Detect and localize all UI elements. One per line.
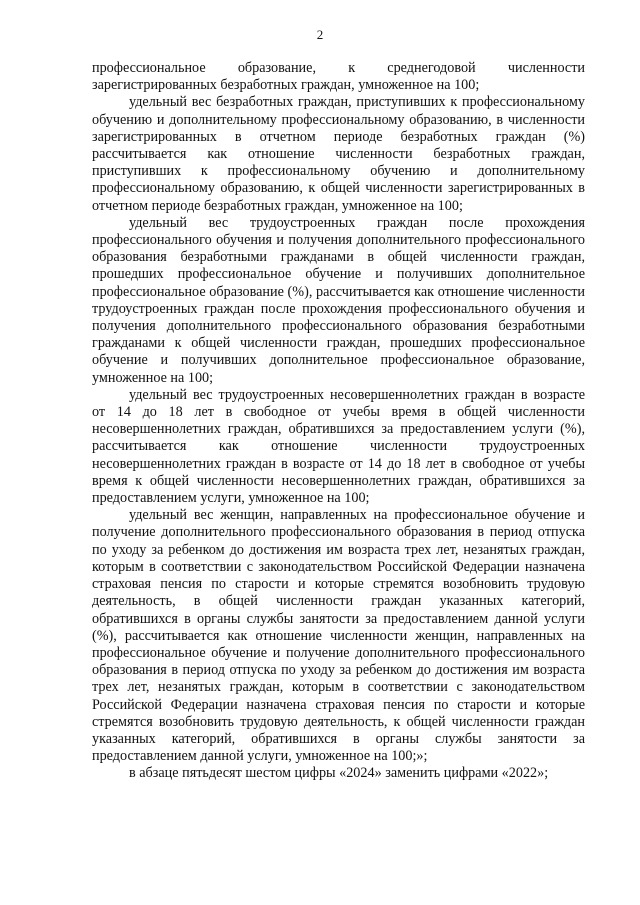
page-number: 2 [316, 27, 324, 42]
paragraph-2: удельный вес безработных граждан, приступивших к профессиональному обучению и дополнительному профессиональному образованию, в численности зарегистрированных в отчетном периоде безработных граждан (%) рассчитывается как отношение численности безработных граждан, приступивших к профессиональному обучению и дополнительному профессиональному образованию, к общей численности зарегистрированных в отчетном периоде безработных граждан, умноженное на 100; [92, 94, 585, 214]
paragraph-3: удельный вес трудоустроенных граждан после прохождения профессионального обучения и получения дополнительного профессионального образования безработными гражданами в общей численности граждан, прошедших профессиональное обучение и получивших дополнительное профессиональное образование (%), рассчитывается как отношение численности трудоустроенных граждан после прохождения профессионального обучения и получения дополнительного профессионального образования безработными гражданами к общей численности граждан, прошедших профессиональное обучение и получивших дополнительное профессиональное образование, умноженное на 100; [92, 214, 585, 386]
document-body [92, 60, 585, 783]
paragraph-4: удельный вес трудоустроенных несовершеннолетних граждан в возрасте от 14 до 18 лет в свободное от учебы время в общей численности несовершеннолетних граждан, обратившихся за предоставлением услуги (%), рассчитывается как отношение численности трудоустроенных несовершеннолетних граждан в возрасте от 14 до 18 лет в свободное от учебы время к общей численности несовершеннолетних граждан, обратившихся за предоставлением услуги, умноженное на 100; [92, 386, 585, 507]
paragraph-6: в абзаце пятьдесят шестом цифры «2024» заменить цифрами «2022»; [129, 765, 549, 782]
paragraph-1: профессиональное образование, к среднегодовой численности зарегистрированных безработных граждан, умноженное на 100; [92, 60, 585, 94]
paragraph-5: удельный вес женщин, направленных на профессиональное обучение и получение дополнительного профессионального образования в период отпуска по уходу за ребенком до достижения им возраста трех лет, незанятых граждан, которым в соответствии с законодательством Российской Федерации назначена страховая пенсия по старости и которые стремятся возобновить трудовую деятельность, в общей численности граждан указанных категорий, обратившихся в органы службы занятости за предоставлением данной услуги (%), рассчитывается как отношение численности женщин, направленных на профессиональное обучение и получение дополнительного профессионального образования в период отпуска по уходу за ребенком до достижения им возраста трех лет, незанятых граждан, которым в соответствии с законодательством Российской Федерации назначена страховая пенсия по старости и которые стремятся возобновить трудовую деятельность, к общей численности граждан указанных категорий, обратившихся в органы службы занятости за предоставлением данной услуги, умноженное на 100;»; [92, 507, 585, 765]
